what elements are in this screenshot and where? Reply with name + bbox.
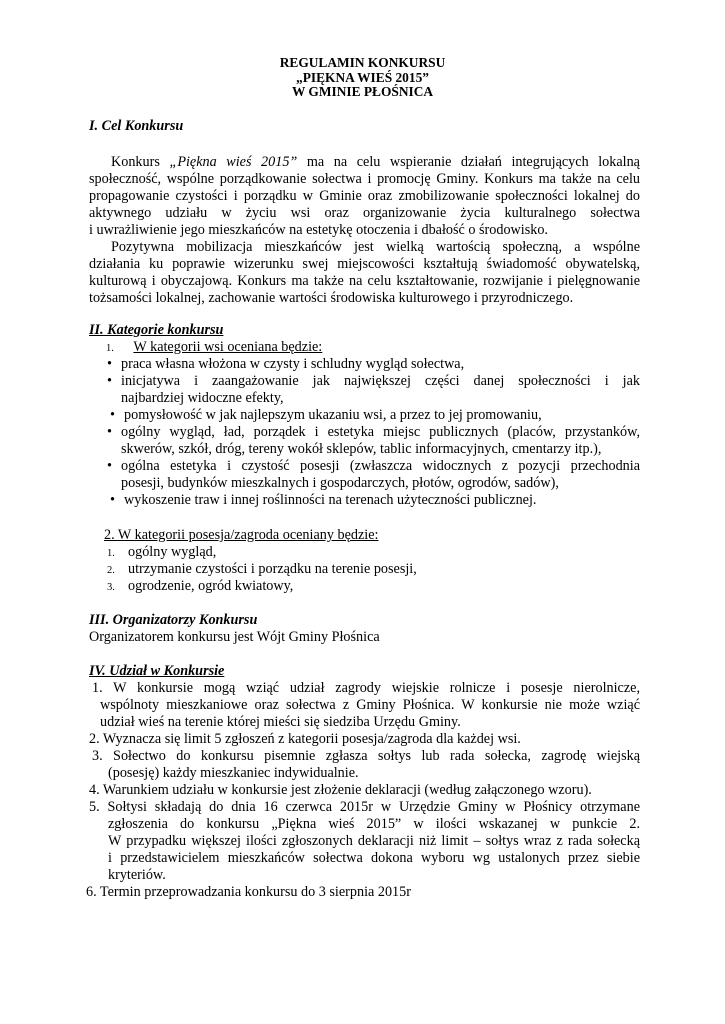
p1-rest: ma na celu wspieranie działań integrujących lokalną	[297, 154, 640, 170]
list-item: 2. utrzymanie czystości i porządku na terenie posesji,	[107, 561, 417, 577]
p1-line-2: społeczność, wspólne porządkowanie sołectwa i promocję Gminy. Konkurs ma także na celu	[89, 171, 640, 187]
bullet-icon: •	[110, 407, 115, 423]
list-item: • wykoszenie traw i innej roślinności na terenach użyteczności publicznej.	[110, 492, 537, 508]
category-1-label: 1. W kategorii wsi oceniana będzie:	[106, 339, 323, 355]
list-item: 1. W konkursie mogą wziąć udział zagrody wiejskie rolnicze i posesje nierolnicze, wspólnoty mieszkaniowe oraz sołectwa z Gminy Płośnica. W konkursie nie może wziąć udział wieś na terenie której mieści się siedziba Urzędu Gminy.	[92, 680, 640, 730]
bullet-icon: •	[107, 424, 112, 440]
list-item: • ogólna estetyka i czystość posesji (zwłaszcza widocznych z pozycji przechodnia posesji, budynków mieszkalnych i gospodarczych, płotów, ogrodów, sadów),	[107, 458, 640, 491]
bullet-icon: •	[107, 458, 112, 474]
p2-line-1: Pozytywna mobilizacja mieszkańców jest wielką wartością społeczną, a wspólne	[111, 239, 640, 255]
list-item: 1. ogólny wygląd,	[107, 544, 217, 560]
title-line-1: REGULAMIN KONKURSU	[279, 55, 446, 70]
p1-line-3: propagowanie czystości i porządku w Gminie oraz zmobilizowanie społeczności lokalnej do	[89, 188, 640, 204]
document-title	[0, 56, 725, 100]
category-1-criteria-list	[107, 356, 640, 509]
p2-line-2: działania ku poprawie wizerunku swej miejscowości kształtują świadomość obywatelską,	[89, 256, 640, 272]
category-2-criteria-list	[107, 544, 417, 595]
p1-contest-name: „Piękna wieś 2015”	[169, 154, 298, 170]
p1-line-5: i uwrażliwienie jego mieszkańców na estetykę otoczenia i dbałość o środowisko.	[89, 222, 548, 238]
p2-line-3: kulturową i obyczajową. Konkurs ma także na celu kształtowanie, rozwijanie i pielęgnowanie	[89, 273, 640, 289]
section-2-heading: II. Kategorie konkursu	[89, 322, 224, 338]
list-item: 3. Sołectwo do konkursu pisemnie zgłasza sołtys lub rada sołecka, zagrodę wiejską (posesję) każdy mieszkaniec indywidualnie.	[92, 748, 640, 781]
section-3-heading: III. Organizatorzy Konkursu	[89, 612, 258, 628]
list-item: 3. ogrodzenie, ogród kwiatowy,	[107, 578, 294, 594]
section-4-heading: IV. Udział w Konkursie	[89, 663, 225, 679]
bullet-icon: •	[107, 356, 112, 372]
list-item: • inicjatywa i zaangażowanie jak największej części danej społeczności i jak najbardziej widoczne efekty,	[107, 373, 640, 406]
title-line-2: „PIĘKNA WIEŚ 2015”	[296, 69, 429, 85]
list-item: 6. Termin przeprowadzania konkursu do 3 sierpnia 2015r	[86, 884, 411, 900]
category-2-label: 2. W kategorii posesja/zagroda oceniany będzie:	[104, 527, 379, 543]
title-line-3: W GMINIE PŁOŚNICA	[291, 84, 434, 99]
section-1-paragraph-1	[89, 154, 640, 239]
list-item: 5. Sołtysi składają do dnia 16 czerwca 2015r w Urzędzie Gminy w Płośnicy otrzymane zgłoszenia do konkursu „Piękna wieś 2015” w ilości wskazanej w punkcie 2. W przypadku większej ilości zgłoszonych deklaracji niż limit – sołtys wraz z rada sołecką i przedstawicielem mieszkańców sołectwa dokona wyboru wg ustalonych przez siebie kryteriów.	[89, 799, 640, 883]
section-1-paragraph-2	[89, 239, 640, 307]
p1-line-4: aktywnego udziału w życiu wsi oraz organizowanie życia kulturalnego sołectwa	[89, 205, 640, 221]
list-item: • praca własna włożona w czysty i schludny wygląd sołectwa,	[107, 356, 465, 372]
p1-start: Konkurs	[111, 154, 170, 170]
list-item: • ogólny wygląd, ład, porządek i estetyka miejsc publicznych (placów, przystanków, skwerów, szkół, dróg, tereny wokół sklepów, tablic informacyjnych, cmentarzy itp.),	[107, 424, 640, 457]
section-1-heading: I. Cel Konkursu	[89, 118, 184, 134]
list-item: 4. Warunkiem udziału w konkursie jest złożenie deklaracji (według załączonego wzoru).	[89, 782, 592, 798]
participation-list	[86, 680, 640, 901]
bullet-icon: •	[107, 373, 112, 389]
p2-line-4: tożsamości lokalnej, zachowanie wartości środowiska kulturowego i przyrodniczego.	[89, 290, 574, 306]
list-item: • pomysłowość w jak najlepszym ukazaniu wsi, a przez to jej promowaniu,	[110, 407, 542, 423]
bullet-icon: •	[110, 492, 115, 508]
list-item: 2. Wyznacza się limit 5 zgłoszeń z kategorii posesja/zagroda dla każdej wsi.	[89, 731, 521, 747]
organizer-text: Organizatorem konkursu jest Wójt Gminy Płośnica	[89, 629, 380, 645]
